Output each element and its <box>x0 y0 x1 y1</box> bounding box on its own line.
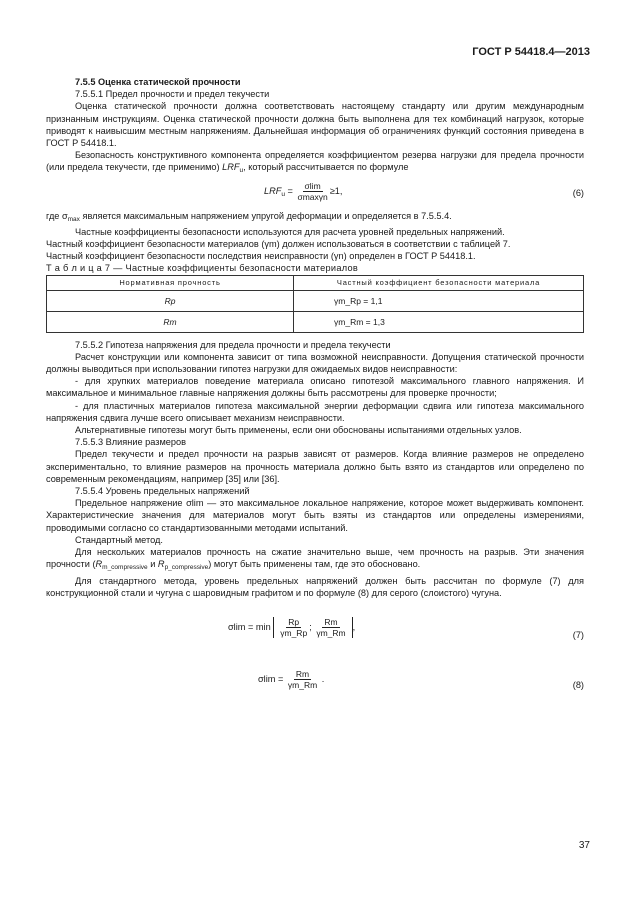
paragraph: Предельное напряжение σlim — это максимальное локальное напряжение, которое может выдерживать компонент. Характеристические значения для материалов могут быть взяты из стандартов или определены измерениями, проводимыми согласно со стандартизованными методами испытаний. <box>46 498 584 533</box>
table-header: Частный коэффициент безопасности материала <box>294 275 584 290</box>
formula-7: σlim = min $\frac{Rp}{\gamma m\_Rp}$ ; $\frac{Rm}{\gamma m\_Rm}$ , (7) <box>228 616 584 640</box>
formula-number: (6) <box>572 187 584 198</box>
section-heading: 7.5.5 Оценка статической прочности <box>75 77 241 87</box>
page-number: 37 <box>578 840 590 851</box>
paragraph: Частные коэффициенты безопасности используются для расчета уровней предельных напряжений. <box>75 226 505 237</box>
paragraph: Расчет конструкции или компонента зависит от типа возможной неисправности. Допущения статической прочности должны выводиться при использовании гипотез нагрузки для ожидаемых видов неисправности: <box>46 351 584 375</box>
table-row: Rm γm_Rm = 1,3 <box>47 311 584 332</box>
formula-8: σlim = $\frac{Rm}{\gamma m\_Rm}$ . (8) <box>258 668 584 690</box>
paragraph: - для пластичных материалов гипотеза максимальной энергии деформации сдвига или гипотеза максимального напряжения сдвига лучше всего описывает механизм неисправности. <box>46 400 584 423</box>
formula-number: (8) <box>572 679 584 690</box>
subsection-title: 7.5.5.2 Гипотеза напряжения для предела прочности и предела текучести <box>75 339 391 350</box>
table-header: Нормативная прочность <box>47 275 294 290</box>
subsection-title: 7.5.5.3 Влияние размеров <box>75 437 186 448</box>
materials-table <box>46 275 584 333</box>
paragraph: - для хрупких материалов поведение материала описано гипотезой максимального главного напряжения. И максимальное и минимальное главные напряжения должны быть рассмотрены для проверке прочности; <box>46 376 584 399</box>
subsection-title: 7.5.5.4 Уровень предельных напряжений <box>75 486 250 497</box>
paragraph: Оценка статической прочности должна соответствовать настоящему стандарту или другим международным признанным инструкциям. Оценка статической прочности должна быть выполнена для тех комбинаций нагрузок, которые приводят к наивысшим местным напряжениям. Дальнейшая информация об ограничениях функций состояния приведена в ГОСТ Р 54418.1. <box>46 101 584 149</box>
formula-number: (7) <box>572 629 584 640</box>
document-header: ГОСТ Р 54418.4—2013 <box>472 46 590 58</box>
table-caption: Т а б л и ц а 7 — Частные коэффициенты безопасности материалов <box>46 263 359 274</box>
formula-6: $LRF_u$ = $\frac{\sigma\lim}{\sigma\max\gamma n}$ ≥1, (6) <box>264 180 584 202</box>
paragraph: Частный коэффициент безопасности последствия неисправности (γn) определен в ГОСТ Р 54418.1. <box>46 251 476 262</box>
paragraph: Безопасность конструктивного компонента определяется коэффициентом резерва нагрузки для предела прочности (или предела текучести, где применимо) $LRF_u$, который рассчитывается по формуле <box>46 150 584 175</box>
table-row: Rp γm_Rp = 1,1 <box>47 290 584 311</box>
paragraph: Для стандартного метода, уровень предельных напряжений должен быть рассчитан по формуле (7) для конструкционной стали и чугуна с шаровидным графитом и по формуле (8) для серого (слоистого) чугуна. <box>46 575 584 598</box>
document-body <box>46 76 584 705</box>
paragraph: где $\sigma_{max}$ является максимальным напряжением упругой деформации и определяется в 7.5.5.4. <box>46 210 452 223</box>
paragraph: Частный коэффициент безопасности материалов (γm) должен использоваться в соответствии с таблицей 7. <box>46 239 511 250</box>
paragraph: Предел текучести и предел прочности на разрыв зависят от размеров. Когда влияние размеров не определено экспериментально, то влияние размеров на прочность материала должно быть взято из стандартов или определено по современным рекомендациям, например [35] или [36]. <box>46 449 584 484</box>
paragraph: Стандартный метод. <box>75 534 163 545</box>
paragraph: Для нескольких материалов прочность на сжатие значительно выше, чем прочность на разрыв. Эти значения прочности ($R_{m\_compressive}$ и $R_{p\_compressive}$) могут быть применены там, где это обосновано. <box>46 547 584 572</box>
subsection-title: 7.5.5.1 Предел прочности и предел текучести <box>75 89 270 100</box>
paragraph: Альтернативные гипотезы могут быть применены, если они обоснованы испытаниями отдельных узлов. <box>75 425 522 436</box>
